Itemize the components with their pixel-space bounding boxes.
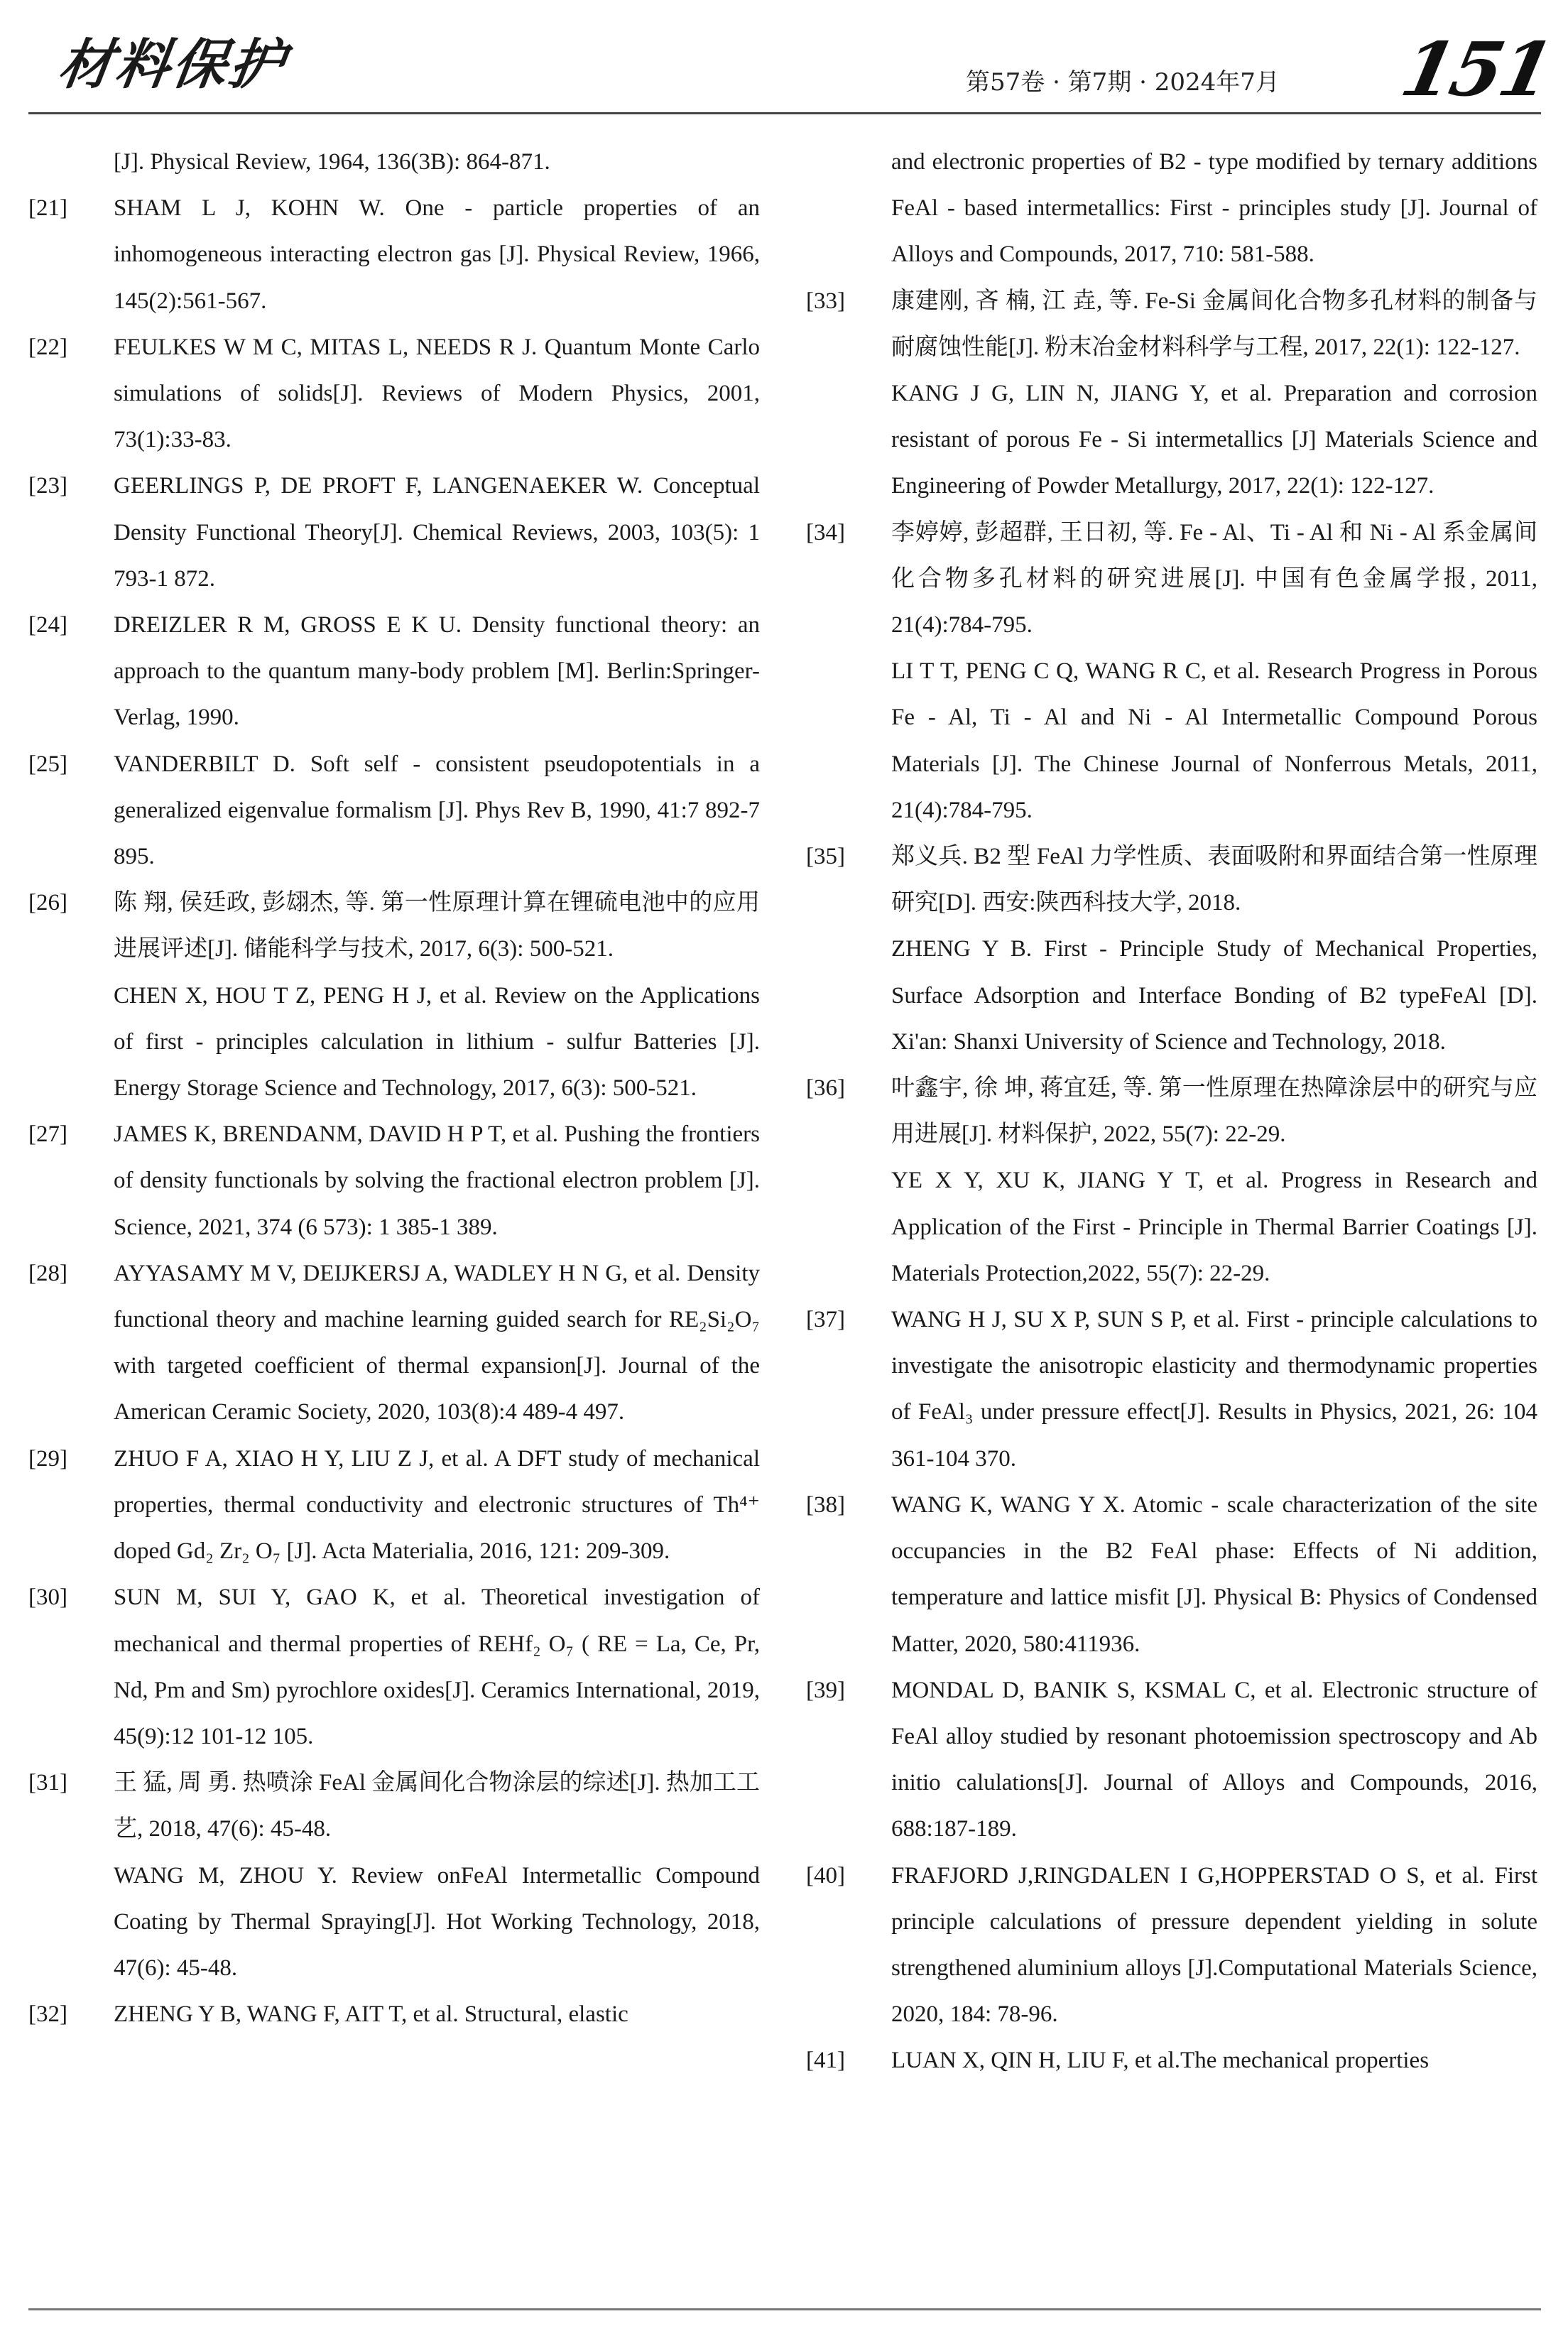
reference-text: SUN M, SUI Y, GAO K, et al. Theoretical investigation of mechanical and thermal properties of REHf₂ O₇ ( RE = La, Ce, Pr, Nd, Pm and Sm) pyrochlore oxides[J]. Ceramics International, 2019, 45(9):12 101-12 105. <box>114 1585 760 1749</box>
reference-number: [24] <box>28 612 67 639</box>
reference-number: [32] <box>28 2001 67 2028</box>
reference-number: [39] <box>806 1677 845 1703</box>
reference-number: [37] <box>806 1307 845 1333</box>
reference-number: [28] <box>28 1260 67 1286</box>
left-reference-column <box>28 139 760 2038</box>
reference-entry <box>806 1668 1537 1853</box>
reference-number: [35] <box>806 844 845 870</box>
reference-number: [38] <box>806 1491 845 1518</box>
reference-entry <box>28 1992 760 2038</box>
reference-text: WANG M, ZHOU Y. Review onFeAl Intermetallic Compound Coating by Thermal Spraying[J]. Hot Working Technology, 2018, 47(6): 45-48. <box>114 1862 760 1981</box>
reference-text: WANG K, WANG Y X. Atomic - scale characterization of the site occupancies in the B2 FeAl phase: Effects of Ni addition, temperature and lattice misfit [J]. Physical B: Physics of Condensed Matter, 2020, 580:411936. <box>891 1491 1537 1657</box>
reference-number: [21] <box>28 195 67 222</box>
reference-entry <box>806 1853 1537 2038</box>
reference-entry <box>28 1575 760 1760</box>
reference-number: [22] <box>28 334 67 360</box>
reference-continuation <box>806 139 1537 278</box>
reference-entry <box>28 741 760 881</box>
issue-info: 第57卷 · 第7期 · 2024年7月 <box>966 68 1280 97</box>
reference-entry <box>806 834 1537 926</box>
page-header <box>0 0 1568 121</box>
reference-entry <box>806 1297 1537 1482</box>
page-number: 151 <box>1393 26 1559 113</box>
reference-text: YE X Y, XU K, JIANG Y T, et al. Progress in Research and Application of the First - Principle in Thermal Barrier Coatings [J]. Materials Protection,2022, 55(7): 22-29. <box>891 1168 1537 1286</box>
reference-text: FEULKES W M C, MITAS L, NEEDS R J. Quantum Monte Carlo simulations of solids[J]. Reviews of Modern Physics, 2001, 73(1):33-83. <box>114 334 760 453</box>
reference-number: [25] <box>28 751 67 777</box>
reference-number: [29] <box>28 1445 67 1472</box>
reference-text: JAMES K, BRENDANM, DAVID H P T, et al. Pushing the frontiers of density functionals by solving the fractional electron problem [J]. Science, 2021, 374 (6 573): 1 385-1 389. <box>114 1121 760 1240</box>
reference-text: ZHUO F A, XIAO H Y, LIU Z J, et al. A DFT study of mechanical properties, thermal conductivity and electronic structures of Th⁴⁺ doped Gd₂ Zr₂ O₇ [J]. Acta Materialia, 2016, 121: 209-309. <box>114 1445 760 1565</box>
reference-text: 叶鑫宇, 徐 坤, 蒋宜廷, 等. 第一性原理在热障涂层中的研究与应用进展[J]. 材料保护, 2022, 55(7): 22-29. <box>891 1075 1537 1148</box>
reference-text: VANDERBILT D. Soft self - consistent pseudopotentials in a generalized eigenvalue formalism [J]. Phys Rev B, 1990, 41:7 892-7 895. <box>114 751 760 870</box>
reference-continuation <box>806 926 1537 1065</box>
reference-text: [J]. Physical Review, 1964, 136(3B): 864-871. <box>114 149 550 175</box>
reference-text: WANG H J, SU X P, SUN S P, et al. First - principle calculations to investigate the anisotropic elasticity and thermodynamic properties of FeAl₃ under pressure effect[J]. Results in Physics, 2021, 26: 104 361-104 370. <box>891 1307 1537 1472</box>
reference-entry <box>806 2038 1537 2084</box>
reference-number: [31] <box>28 1770 67 1796</box>
reference-number: [36] <box>806 1075 845 1102</box>
reference-text: 陈 翔, 侯廷政, 彭翃杰, 等. 第一性原理计算在锂硫电池中的应用进展评述[J]. 储能科学与技术, 2017, 6(3): 500-521. <box>114 890 760 962</box>
reference-number: [27] <box>28 1121 67 1148</box>
reference-text: 康建刚, 吝 楠, 江 垚, 等. Fe-Si 金属间化合物多孔材料的制备与耐腐蚀性能[J]. 粉末冶金材料科学与工程, 2017, 22(1): 122-127. <box>891 288 1537 360</box>
reference-entry <box>28 602 760 741</box>
reference-entry <box>806 1065 1537 1158</box>
reference-text: FRAFJORD J,RINGDALEN I G,HOPPERSTAD O S, et al. First principle calculations of pressure dependent yielding in solute strengthened aluminium alloys [J].Computational Materials Science, 2020, 184: 78-96. <box>891 1862 1537 2028</box>
reference-number: [23] <box>28 473 67 499</box>
reference-text: LI T T, PENG C Q, WANG R C, et al. Research Progress in Porous Fe - Al, Ti - Al and Ni - Al Intermetallic Compound Porous Materials [J]. The Chinese Journal of Nonferrous Metals, 2011, 21(4):784-795. <box>891 658 1537 823</box>
reference-text: 王 猛, 周 勇. 热喷涂 FeAl 金属间化合物涂层的综述[J]. 热加工工艺, 2018, 47(6): 45-48. <box>114 1770 760 1842</box>
reference-number: [41] <box>806 2048 845 2074</box>
reference-continuation <box>28 973 760 1112</box>
reference-number: [40] <box>806 1862 845 1889</box>
reference-entry <box>28 463 760 602</box>
reference-text: LUAN X, QIN H, LIU F, et al.The mechanical properties <box>891 2048 1430 2074</box>
reference-entry <box>806 278 1537 371</box>
reference-text: DREIZLER R M, GROSS E K U. Density functional theory: an approach to the quantum many-body problem [M]. Berlin:Springer-Verlag, 1990. <box>114 612 760 731</box>
reference-text: ZHENG Y B. First - Principle Study of Mechanical Properties, Surface Adsorption and Interface Bonding of B2 typeFeAl [D]. Xi'an: Shanxi University of Science and Technology, 2018. <box>891 936 1537 1055</box>
reference-entry <box>28 325 760 464</box>
footer-divider <box>28 2308 1541 2310</box>
reference-continuation <box>28 139 760 185</box>
reference-continuation <box>806 1158 1537 1297</box>
reference-continuation <box>806 648 1537 834</box>
journal-logo: 材料保护 <box>54 33 291 96</box>
reference-text: GEERLINGS P, DE PROFT F, LANGENAEKER W. Conceptual Density Functional Theory[J]. Chemical Reviews, 2003, 103(5): 1 793-1 872. <box>114 473 760 592</box>
reference-number: [34] <box>806 519 845 545</box>
reference-number: [26] <box>28 890 67 916</box>
reference-text: 李婷婷, 彭超群, 王日初, 等. Fe - Al、Ti - Al 和 Ni - Al 系金属间化合物多孔材料的研究进展[J]. 中国有色金属学报, 2011, 21(4):784-795. <box>891 519 1537 639</box>
reference-entry <box>806 510 1537 649</box>
reference-continuation <box>806 371 1537 510</box>
reference-text: and electronic properties of B2 - type modified by ternary additions FeAl - based intermetallics: First - principles study [J]. Journal of Alloys and Compounds, 2017, 710: 581-588. <box>891 149 1537 268</box>
reference-entry <box>28 1760 760 1852</box>
reference-text: MONDAL D, BANIK S, KSMAL C, et al. Electronic structure of FeAl alloy studied by resonant photoemission spectroscopy and Ab initio calulations[J]. Journal of Alloys and Compounds, 2016, 688:187-189. <box>891 1677 1537 1842</box>
reference-number: [30] <box>28 1585 67 1611</box>
reference-number: [33] <box>806 288 845 314</box>
reference-entry <box>806 1482 1537 1668</box>
reference-text: AYYASAMY M V, DEIJKERSJ A, WADLEY H N G, et al. Density functional theory and machine learning guided search for RE₂Si₂O₇ with targeted coefficient of thermal expansion[J]. Journal of the American Ceramic Society, 2020, 103(8):4 489-4 497. <box>114 1260 760 1425</box>
reference-entry <box>28 185 760 325</box>
reference-entry <box>28 1251 760 1436</box>
reference-text: KANG J G, LIN N, JIANG Y, et al. Preparation and corrosion resistant of porous Fe - Si intermetallics [J] Materials Science and Engineering of Powder Metallurgy, 2017, 22(1): 122-127. <box>891 381 1537 499</box>
reference-entry <box>28 880 760 972</box>
reference-entry <box>28 1436 760 1575</box>
reference-entry <box>28 1112 760 1251</box>
header-divider <box>28 112 1541 114</box>
reference-continuation <box>28 1853 760 1992</box>
reference-text: SHAM L J, KOHN W. One - particle properties of an inhomogeneous interacting electron gas [J]. Physical Review, 1966, 145(2):561-567. <box>114 195 760 314</box>
reference-text: 郑义兵. B2 型 FeAl 力学性质、表面吸附和界面结合第一性原理研究[D]. 西安:陕西科技大学, 2018. <box>891 844 1537 916</box>
reference-text: ZHENG Y B, WANG F, AIT T, et al. Structural, elastic <box>114 2001 628 2028</box>
right-reference-column <box>806 139 1537 2085</box>
reference-text: CHEN X, HOU T Z, PENG H J, et al. Review on the Applications of first - principles calculation in lithium - sulfur Batteries [J]. Energy Storage Science and Technology, 2017, 6(3): 500-521. <box>114 982 760 1102</box>
